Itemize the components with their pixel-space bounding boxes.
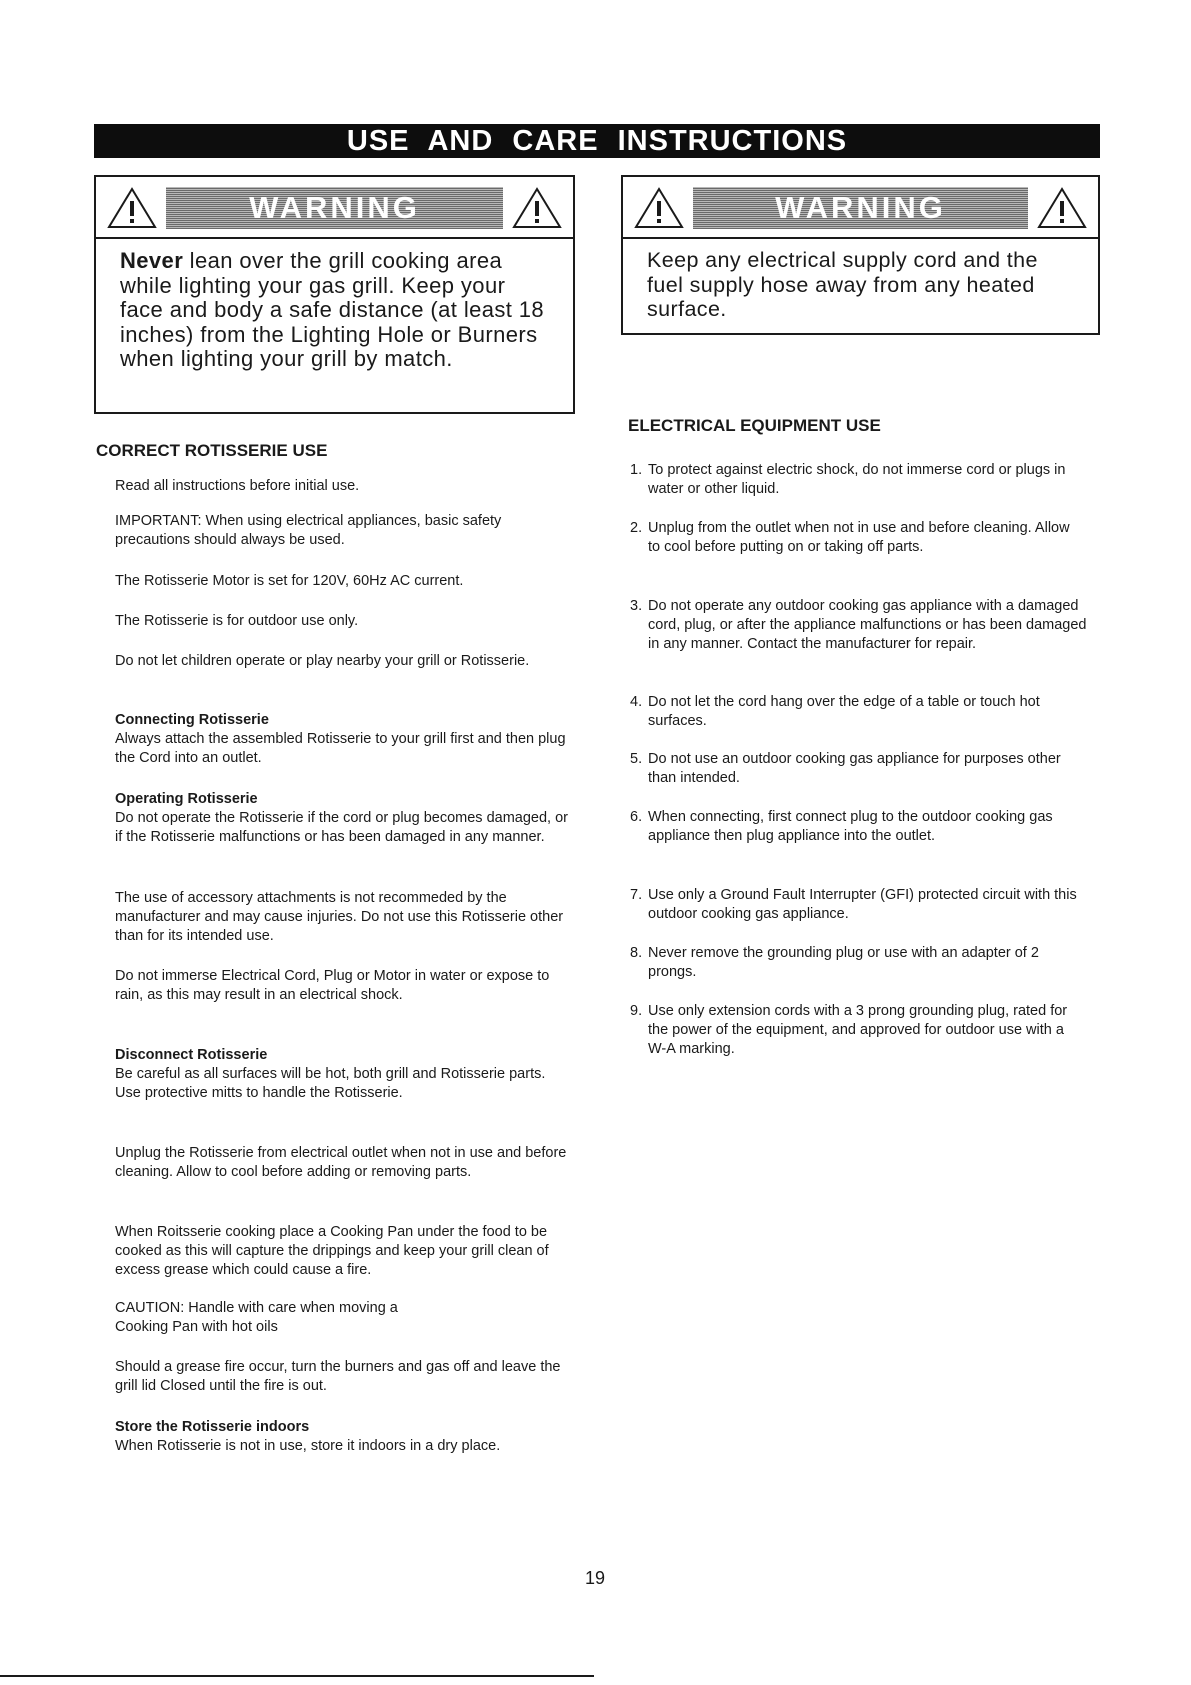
electrical-list-item (630, 808, 1085, 846)
item-text: When connecting, first connect plug to the outdoor cooking gas appliance then plug appliance into the outlet. (648, 809, 1053, 844)
warning-bold-lead: Never (120, 248, 184, 273)
connecting-subtitle: Connecting Rotisserie (115, 712, 269, 728)
rotisserie-paragraph: The use of accessory attachments is not recommeded by the manufacturer and may cause injuries. Do not use this Rotisserie other than for its intended use. (115, 890, 564, 944)
item-text: Never remove the grounding plug or use with an adapter of 2 prongs. (648, 945, 1039, 980)
rotisserie-paragraph: The Rotisserie Motor is set for 120V, 60Hz AC current. (115, 573, 464, 589)
electrical-list-item (630, 461, 1085, 499)
item-text: Use only extension cords with a 3 prong grounding plug, rated for the power of the equipment, and approved for outdoor use with a W-A marking. (648, 1003, 1068, 1057)
electrical-list-item (630, 750, 1085, 788)
warning-header-left (96, 177, 573, 239)
warning-triangle-icon (511, 186, 563, 230)
page-banner-title: USE AND CARE INSTRUCTIONS (94, 124, 1100, 158)
item-text: Do not operate any outdoor cooking gas appliance with a damaged cord, plug, or after the appliance malfunctions or has been damaged in any manner. Contact the manufacturer for repair. (648, 598, 1087, 652)
warning-triangle-icon (1036, 186, 1088, 230)
item-text: To protect against electric shock, do not immerse cord or plugs in water or other liquid. (648, 462, 1066, 497)
rotisserie-paragraph: Should a grease fire occur, turn the burners and gas off and leave the grill lid Closed until the fire is out. (115, 1359, 561, 1394)
item-number: 6. (630, 809, 643, 825)
warning-heading: WARNING (775, 190, 946, 225)
store-text: When Rotisserie is not in use, store it indoors in a dry place. (115, 1438, 501, 1454)
rotisserie-paragraph: Read all instructions before initial use. (115, 478, 360, 494)
electrical-list-item (630, 597, 1100, 654)
warning-body-text: lean over the grill cooking area while lighting your gas grill. Keep your face and body a safe distance (at least 18 inches) from the Lighting Hole or Burners when lighting your grill by match. (120, 248, 545, 371)
warning-heading: WARNING (249, 190, 420, 225)
warning-heading-band (166, 187, 503, 229)
caution-paragraph: CAUTION: Handle with care when moving a Cooking Pan with hot oils (115, 1300, 398, 1335)
item-text: Do not let the cord hang over the edge of a table or touch hot surfaces. (648, 694, 1040, 729)
operating-text: Do not operate the Rotisserie if the cord or plug becomes damaged, or if the Rotisserie malfunctions or has been damaged in any manner. (115, 810, 568, 845)
item-number: 9. (630, 1003, 643, 1019)
disconnect-subtitle: Disconnect Rotisserie (115, 1047, 268, 1063)
item-number: 4. (630, 694, 643, 710)
warning-text-right: Keep any electrical supply cord and the fuel supply hose away from any heated surface. (647, 248, 1038, 321)
connecting-text: Always attach the assembled Rotisserie to your grill first and then plug the Cord into an outlet. (115, 731, 566, 766)
disconnect-block (115, 1046, 555, 1103)
electrical-list-item (630, 886, 1085, 924)
warning-triangle-icon (633, 186, 685, 230)
item-number: 5. (630, 751, 643, 767)
item-number: 7. (630, 887, 643, 903)
store-subtitle: Store the Rotisserie indoors (115, 1419, 310, 1435)
rotisserie-paragraph: When Roitsserie cooking place a Cooking Pan under the food to be cooked as this will capture the drippings and keep your grill clean of excess grease which could cause a fire. (115, 1224, 549, 1278)
item-number: 3. (630, 598, 643, 614)
warning-heading-band (693, 187, 1028, 229)
item-number: 8. (630, 945, 643, 961)
footer-rule (0, 1675, 594, 1677)
page-number: 19 (585, 1568, 606, 1588)
operating-subtitle: Operating Rotisserie (115, 791, 258, 807)
connecting-block (115, 711, 580, 768)
rotisserie-paragraph: Do not let children operate or play nearby your grill or Rotisserie. (115, 653, 530, 669)
operating-block (115, 790, 570, 847)
item-number: 1. (630, 462, 643, 478)
warning-triangle-icon (106, 186, 158, 230)
electrical-list-item (630, 1002, 1085, 1059)
item-number: 2. (630, 520, 643, 536)
electrical-list-item (630, 519, 1085, 557)
store-block (115, 1418, 570, 1456)
electrical-list-item (630, 693, 1085, 731)
rotisserie-paragraph: IMPORTANT: When using electrical appliances, basic safety precautions should always be used. (115, 513, 502, 548)
rotisserie-paragraph: Unplug the Rotisserie from electrical outlet when not in use and before cleaning. Allow to cool before adding or removing parts. (115, 1145, 567, 1180)
rotisserie-paragraph: Do not immerse Electrical Cord, Plug or Motor in water or expose to rain, as this may result in an electrical shock. (115, 968, 550, 1003)
disconnect-text: Be careful as all surfaces will be hot, both grill and Rotisserie parts. Use protective mitts to handle the Rotisserie. (115, 1066, 546, 1101)
electrical-section-title: ELECTRICAL EQUIPMENT USE (628, 416, 881, 435)
warning-header-right (623, 177, 1098, 239)
rotisserie-paragraph: The Rotisserie is for outdoor use only. (115, 613, 359, 629)
item-text: Use only a Ground Fault Interrupter (GFI) protected circuit with this outdoor cooking gas appliance. (648, 887, 1077, 922)
electrical-list-item (630, 944, 1085, 982)
warning-box-right (621, 175, 1100, 335)
item-text: Do not use an outdoor cooking gas appliance for purposes other than intended. (648, 751, 1061, 786)
item-text: Unplug from the outlet when not in use and before cleaning. Allow to cool before putting on or taking off parts. (648, 520, 1070, 555)
warning-text-left (96, 239, 573, 372)
warning-box-left (94, 175, 575, 414)
rotisserie-section-title: CORRECT ROTISSERIE USE (96, 441, 328, 460)
